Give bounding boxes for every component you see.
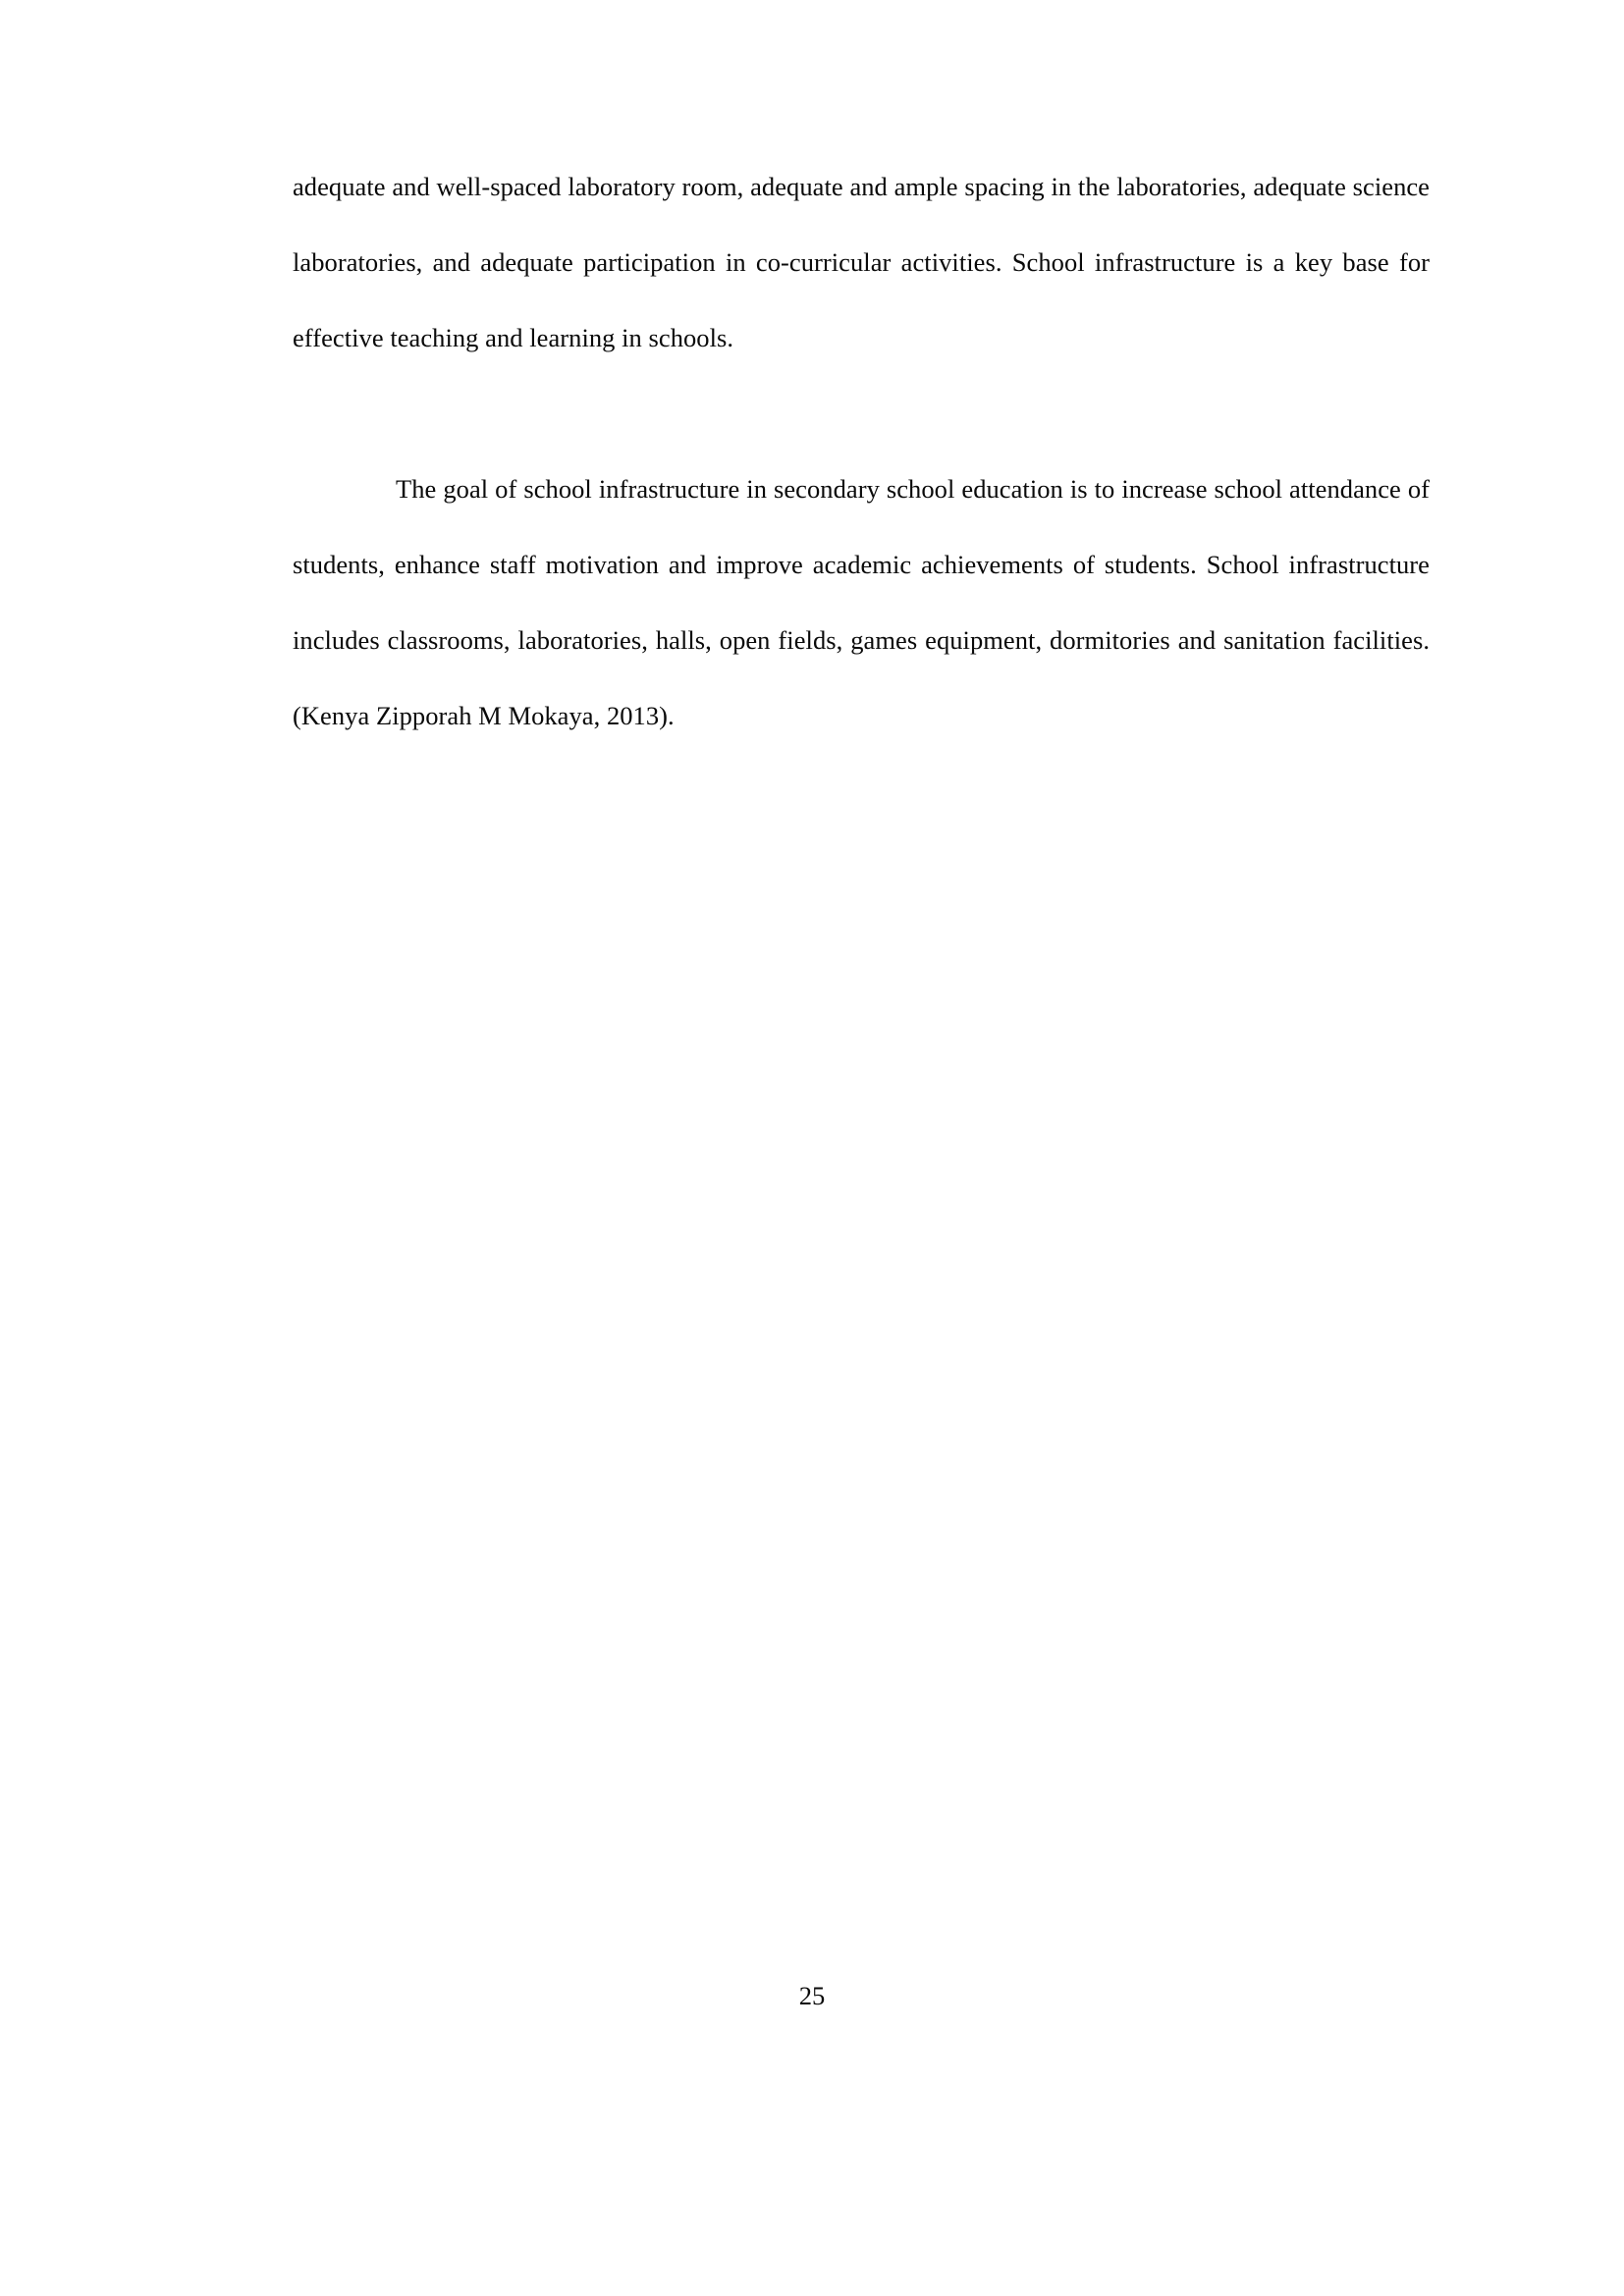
page-number: 25 bbox=[798, 1981, 826, 2010]
paragraph-continuation: adequate and well-spaced laboratory room, adequate and ample spacing in the laboratories, adequate science laboratories, and adequate participation in co-curricular activities. School infrastructure is a key base for effective teaching and learning in schools. bbox=[293, 172, 1430, 352]
paragraph-spacer bbox=[293, 376, 1430, 452]
paragraph-school-infrastructure-goal: The goal of school infrastructure in secondary school education is to increase school attendance of students, enhance staff motivation and improve academic achievements of students. School infrastructure includes classrooms, laboratories, halls, open fields, games equipment, dormitories and sanitation facilities. (Kenya Zipporah M Mokaya, 2013). bbox=[293, 474, 1430, 730]
body-text-column bbox=[293, 149, 1430, 754]
